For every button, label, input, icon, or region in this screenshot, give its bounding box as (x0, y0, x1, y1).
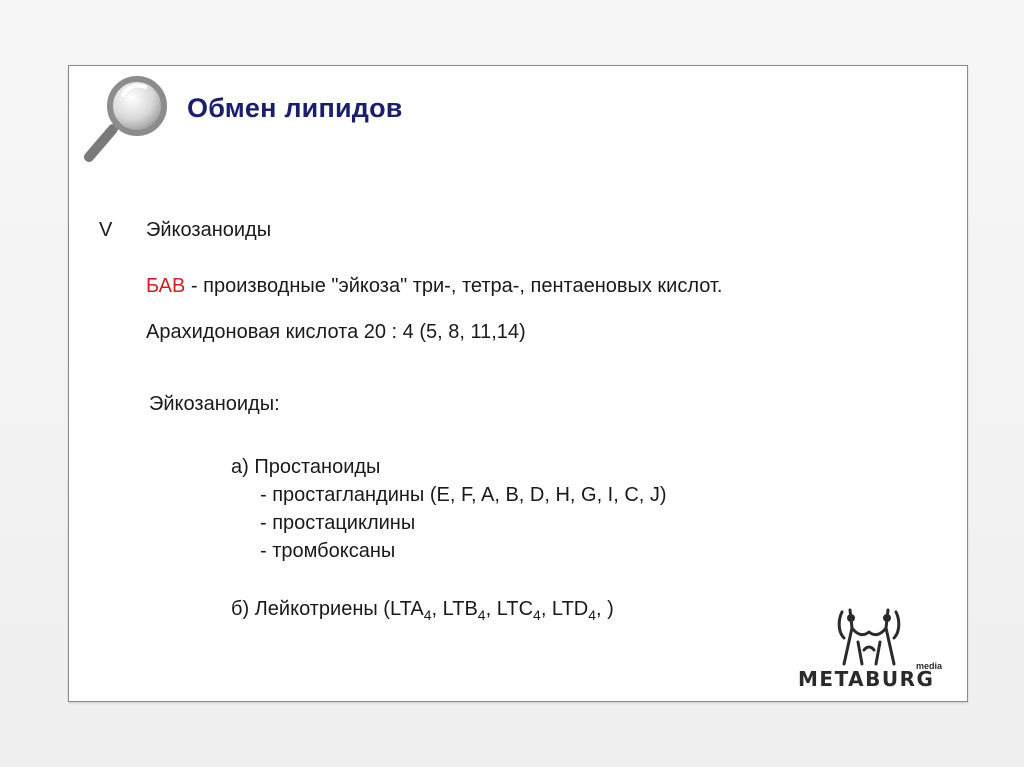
bav-line (146, 275, 722, 298)
ltd-subscript: 4 (588, 607, 597, 623)
metaburg-logo (794, 606, 954, 696)
logo-wordmark: METABURG (798, 667, 935, 691)
ltb-subscript: 4 (477, 607, 486, 623)
bav-text: - производные "эйкоза" три-, тетра-, пентаеновых кислот. (185, 275, 723, 297)
prostanoids-item: а) Простаноиды (231, 456, 381, 478)
bav-label: БАВ (146, 275, 186, 297)
section-title: Эйкозаноиды (146, 219, 272, 241)
ltd-text: , LTD (540, 598, 589, 620)
thromboxanes-item: - тромбоксаны (260, 540, 396, 562)
arachidonic-acid-line: Арахидоновая кислота 20 : 4 (5, 8, 11,14) (146, 321, 526, 343)
prostaglandins-item: - простагландины (E, F, A, B, D, H, G, I, C, J) (260, 484, 667, 506)
logo-media-tag: media (916, 661, 943, 671)
leukotrienes-prefix: б) Лейкотриены (LTA (231, 598, 424, 620)
slide-title: Обмен липидов (187, 93, 403, 123)
magnifying-glass-icon (79, 73, 174, 165)
leukotrienes-item (231, 598, 614, 621)
ltc-subscript: 4 (533, 607, 541, 623)
eicosanoids-subheading: Эйкозаноиды: (149, 393, 280, 415)
leukotrienes-suffix: , ) (596, 598, 614, 620)
section-number: V (99, 219, 113, 241)
ltc-text: , LTC (485, 598, 534, 620)
prostacyclins-item: - простациклины (260, 512, 416, 534)
lta-subscript: 4 (423, 607, 432, 623)
slide-frame (68, 65, 968, 702)
ltb-text: , LTB (431, 598, 478, 620)
metaburg-figures-icon (834, 606, 904, 668)
